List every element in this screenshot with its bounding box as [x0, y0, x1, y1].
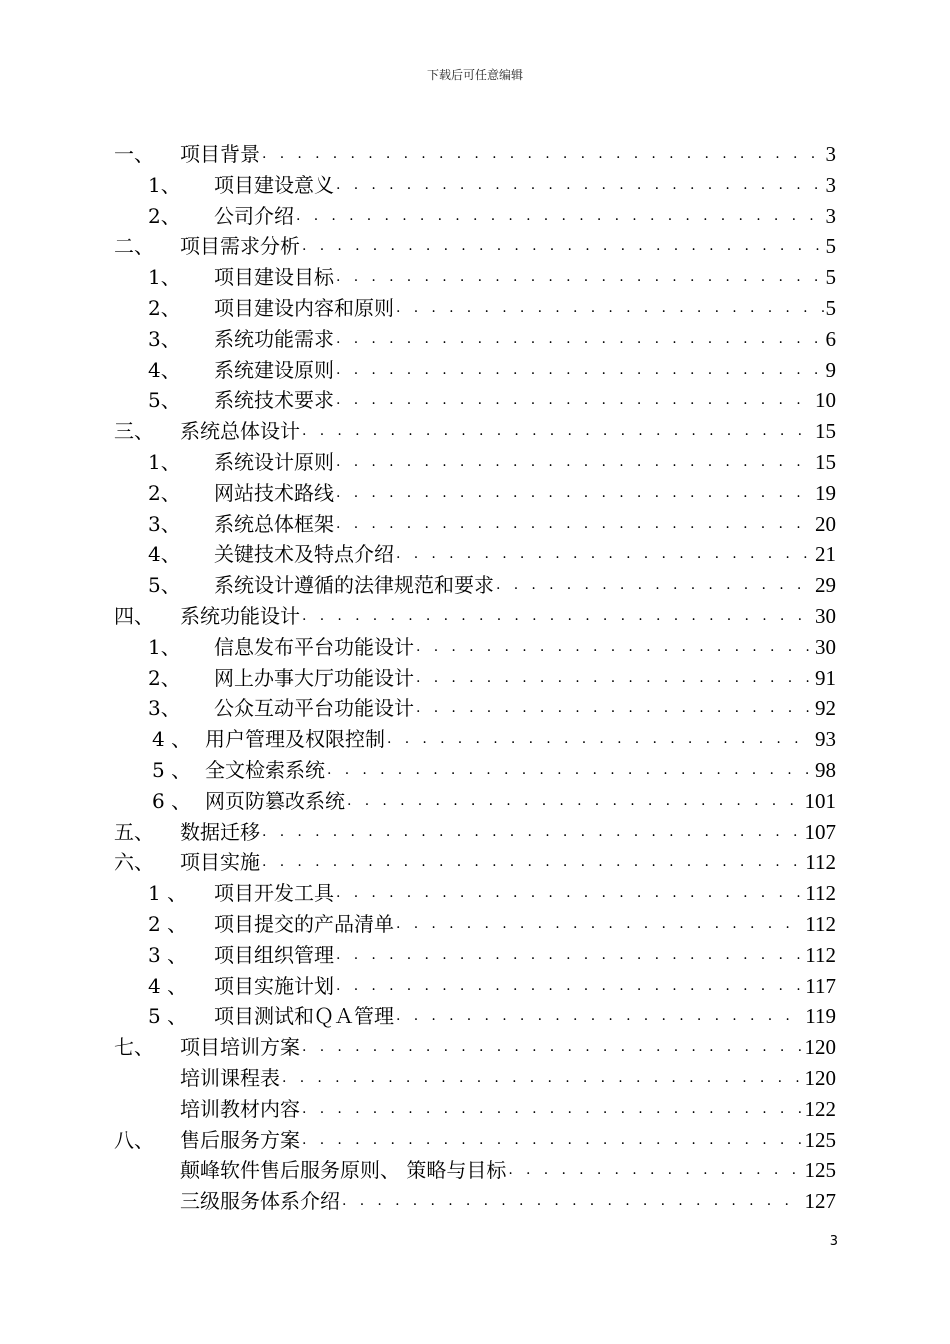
toc-entry-title: 项目实施计划 [214, 973, 334, 998]
toc-entry-page: 30 [815, 634, 836, 659]
toc-entry-page: 112 [805, 881, 836, 906]
toc-entry-title: 网上办事大厅功能设计 [214, 665, 414, 690]
toc-entry[interactable] [152, 750, 836, 781]
toc-dot-leader [300, 235, 824, 257]
toc-entry-number: 2、 [148, 296, 181, 320]
toc-dot-leader [334, 482, 813, 504]
toc-entry-number: 5、 [148, 388, 181, 413]
toc-entry-page: 29 [815, 573, 836, 598]
toc-dot-leader [394, 297, 824, 319]
toc-entry-number: 1 、 [148, 881, 188, 906]
toc-dot-leader [394, 913, 803, 935]
toc-entry[interactable] [148, 688, 836, 719]
toc-entry-number: 2、 [148, 203, 181, 228]
toc-entry-number: 4、 [148, 542, 181, 567]
toc-dot-leader [260, 851, 803, 873]
toc-dot-leader [334, 359, 824, 381]
toc-entry-title: 数据迁移 [180, 819, 260, 844]
page-number: 3 [829, 1234, 838, 1249]
toc-entry-title: 项目背景 [180, 142, 260, 166]
toc-entry-page: 93 [815, 727, 836, 752]
toc-entry-title: 用户管理及权限控制 [205, 727, 385, 752]
toc-entry-page: 127 [804, 1189, 836, 1214]
toc-dot-leader [300, 1036, 803, 1058]
toc-dot-leader [506, 1159, 802, 1181]
toc-entry-title: 项目实施 [180, 850, 260, 875]
toc-entry[interactable] [148, 935, 836, 966]
toc-dot-leader [294, 205, 824, 227]
toc-entry-page: 10 [815, 388, 836, 413]
toc-entry[interactable] [180, 1150, 836, 1181]
toc-entry[interactable] [152, 719, 836, 750]
toc-entry-number: 1、 [148, 172, 181, 197]
toc-entry[interactable] [148, 380, 836, 411]
toc-entry[interactable] [180, 1181, 836, 1212]
toc-entry-number: 4 、 [148, 973, 188, 998]
toc-dot-leader [260, 143, 824, 165]
toc-dot-leader [334, 389, 813, 411]
toc-entry-title: 系统功能需求 [214, 326, 334, 351]
toc-dot-leader [300, 1129, 803, 1151]
toc-entry-page: 3 [825, 203, 836, 228]
toc-entry-number: 5 、 [152, 758, 192, 782]
toc-entry[interactable] [114, 1027, 836, 1058]
toc-entry-title: 公司介绍 [214, 203, 294, 228]
toc-dot-leader [494, 574, 813, 596]
toc-entry-number: 2 、 [148, 912, 188, 936]
toc-entry[interactable] [114, 411, 836, 442]
toc-dot-leader [334, 266, 824, 288]
toc-entry-page: 30 [815, 604, 836, 628]
toc-entry-number: 七、 [114, 1035, 154, 1060]
toc-entry-page: 15 [815, 419, 836, 444]
toc-entry-number: 3、 [148, 326, 181, 351]
toc-entry-title: 公众互动平台功能设计 [214, 696, 414, 721]
toc-entry[interactable] [148, 627, 836, 658]
toc-entry-number: 2、 [148, 665, 181, 690]
toc-entry-page: 112 [805, 850, 836, 875]
toc-dot-leader [334, 882, 803, 904]
toc-entry-page: 92 [815, 696, 836, 721]
toc-entry-number: 1、 [148, 634, 181, 659]
toc-dot-leader [414, 667, 813, 689]
toc-entry-number: 1、 [148, 450, 181, 474]
page-header: 下载后可任意编辑 [426, 68, 523, 82]
toc-entry-page: 117 [805, 973, 836, 998]
toc-entry-title: 信息发布平台功能设计 [214, 634, 414, 659]
toc-entry-number: 2、 [148, 480, 181, 505]
toc-dot-leader [334, 975, 803, 997]
toc-entry-title: 售后服务方案 [180, 1127, 300, 1152]
toc-entry-title: 网站技术路线 [214, 480, 334, 505]
toc-entry[interactable] [148, 473, 836, 504]
toc-entry-title: 系统总体框架 [214, 511, 334, 536]
toc-entry[interactable] [148, 504, 836, 535]
toc-entry[interactable] [148, 319, 836, 350]
toc-entry-number: 3 、 [148, 942, 188, 967]
toc-dot-leader [394, 543, 813, 565]
toc-entry-number: 1、 [148, 265, 181, 290]
toc-dot-leader [345, 790, 803, 812]
toc-entry-title: 项目建设目标 [214, 265, 334, 290]
toc-entry-title: 项目提交的产品清单 [214, 912, 394, 936]
toc-entry-number: 6 、 [152, 788, 192, 813]
toc-entry-page: 3 [825, 172, 836, 197]
toc-entry[interactable] [148, 966, 836, 997]
toc-entry[interactable] [114, 812, 836, 843]
toc-entry-number: 5、 [148, 573, 181, 598]
toc-entry-page: 112 [805, 912, 836, 936]
toc-entry-page: 21 [815, 542, 836, 567]
toc-entry-title: 项目开发工具 [214, 881, 334, 906]
toc-entry-page: 3 [825, 142, 836, 166]
toc-entry-number: 4 、 [152, 727, 192, 752]
toc-entry-title: 培训教材内容 [180, 1096, 300, 1121]
toc-entry-title: 项目建设内容和原则 [214, 296, 394, 320]
toc-entry-page: 101 [804, 788, 836, 813]
toc-dot-leader [394, 1005, 803, 1027]
toc-entry[interactable] [180, 1089, 836, 1120]
toc-entry-title: 项目需求分析 [180, 234, 300, 259]
toc-dot-leader [334, 328, 824, 350]
toc-entry-page: 5 [825, 265, 836, 290]
toc-entry[interactable] [148, 565, 836, 596]
toc-entry-page: 125 [804, 1158, 836, 1183]
toc-entry-title: 系统技术要求 [214, 388, 334, 413]
toc-dot-leader [280, 1067, 803, 1089]
toc-entry-title: 关键技术及特点介绍 [214, 542, 394, 567]
toc-entry-page: 6 [825, 326, 836, 351]
toc-entry-page: 125 [804, 1127, 836, 1152]
toc-entry-number: 二、 [114, 234, 154, 259]
toc-entry-page: 20 [815, 511, 836, 536]
toc-entry-number: 六、 [114, 850, 154, 875]
toc-entry-page: 107 [804, 819, 836, 844]
toc-entry[interactable] [148, 165, 836, 196]
toc-entry[interactable] [148, 442, 836, 473]
toc-entry[interactable] [148, 350, 836, 381]
toc-entry[interactable] [148, 288, 836, 319]
toc-entry[interactable] [114, 134, 836, 165]
toc-entry[interactable] [148, 257, 836, 288]
toc-entry-page: 91 [815, 665, 836, 690]
toc-entry-page: 19 [815, 480, 836, 505]
toc-dot-leader [300, 420, 813, 442]
toc-entry-number: 三、 [114, 419, 154, 444]
toc-dot-leader [334, 174, 824, 196]
toc-dot-leader [325, 759, 813, 781]
toc-entry-title: 系统总体设计 [180, 419, 300, 444]
toc-entry-title: 项目组织管理 [214, 942, 334, 967]
toc-entry[interactable] [152, 781, 836, 812]
toc-entry[interactable] [148, 534, 836, 565]
toc-entry-number: 3、 [148, 696, 181, 721]
toc-entry-page: 5 [825, 296, 836, 320]
toc-entry[interactable] [148, 658, 836, 689]
toc-entry-title: 系统功能设计 [180, 604, 300, 628]
toc-entry-title: 项目建设意义 [214, 172, 334, 197]
toc-entry-title: 全文检索系统 [205, 758, 325, 782]
toc-entry[interactable] [114, 596, 836, 627]
toc-entry-number: 五、 [114, 819, 154, 844]
toc-entry-title: 项目培训方案 [180, 1035, 300, 1060]
toc-entry-number: 4、 [148, 357, 181, 382]
toc-entry[interactable] [114, 1120, 836, 1151]
toc-entry-number: 5 、 [148, 1004, 188, 1029]
toc-entry-page: 112 [805, 942, 836, 967]
toc-entry-page: 5 [825, 234, 836, 259]
toc-entry-title: 颠峰软件售后服务原则、 策略与目标 [180, 1158, 507, 1183]
toc-entry-page: 122 [804, 1096, 836, 1121]
toc-entry[interactable] [180, 1058, 836, 1089]
toc-dot-leader [300, 605, 813, 627]
toc-entry[interactable] [114, 842, 836, 873]
toc-entry-number: 3、 [148, 511, 181, 536]
toc-entry[interactable] [148, 996, 836, 1027]
toc-entry-page: 15 [815, 450, 836, 474]
toc-entry-number: 八、 [114, 1127, 154, 1152]
toc-dot-leader [260, 821, 803, 843]
toc-entry-title: 网页防篡改系统 [205, 788, 345, 813]
toc-entry-number: 一、 [114, 142, 154, 166]
toc-entry-number: 四、 [114, 604, 154, 628]
toc-entry-title: 系统设计原则 [214, 450, 334, 474]
toc-dot-leader [385, 728, 813, 750]
toc-entry-title: 项目测试和ＱＡ管理 [214, 1004, 394, 1029]
toc-dot-leader [334, 451, 813, 473]
toc-entry[interactable] [148, 873, 836, 904]
toc-entry-page: 9 [825, 357, 836, 382]
toc-entry-title: 培训课程表 [180, 1066, 280, 1090]
toc-dot-leader [414, 697, 813, 719]
toc-dot-leader [414, 636, 813, 658]
toc-entry-title: 三级服务体系介绍 [180, 1189, 340, 1214]
toc-entry[interactable] [148, 904, 836, 935]
toc-entry-title: 系统设计遵循的法律规范和要求 [214, 573, 494, 598]
toc-entry-page: 98 [815, 758, 836, 782]
toc-entry-title: 系统建设原则 [214, 357, 334, 382]
toc-dot-leader [300, 1098, 803, 1120]
toc-entry[interactable] [148, 196, 836, 227]
toc-entry-page: 120 [804, 1035, 836, 1060]
toc-dot-leader [334, 944, 803, 966]
toc-entry-page: 119 [805, 1004, 836, 1029]
toc-entry[interactable] [114, 226, 836, 257]
toc-dot-leader [340, 1190, 803, 1212]
toc-entry-page: 120 [804, 1066, 836, 1090]
toc-dot-leader [334, 513, 813, 535]
